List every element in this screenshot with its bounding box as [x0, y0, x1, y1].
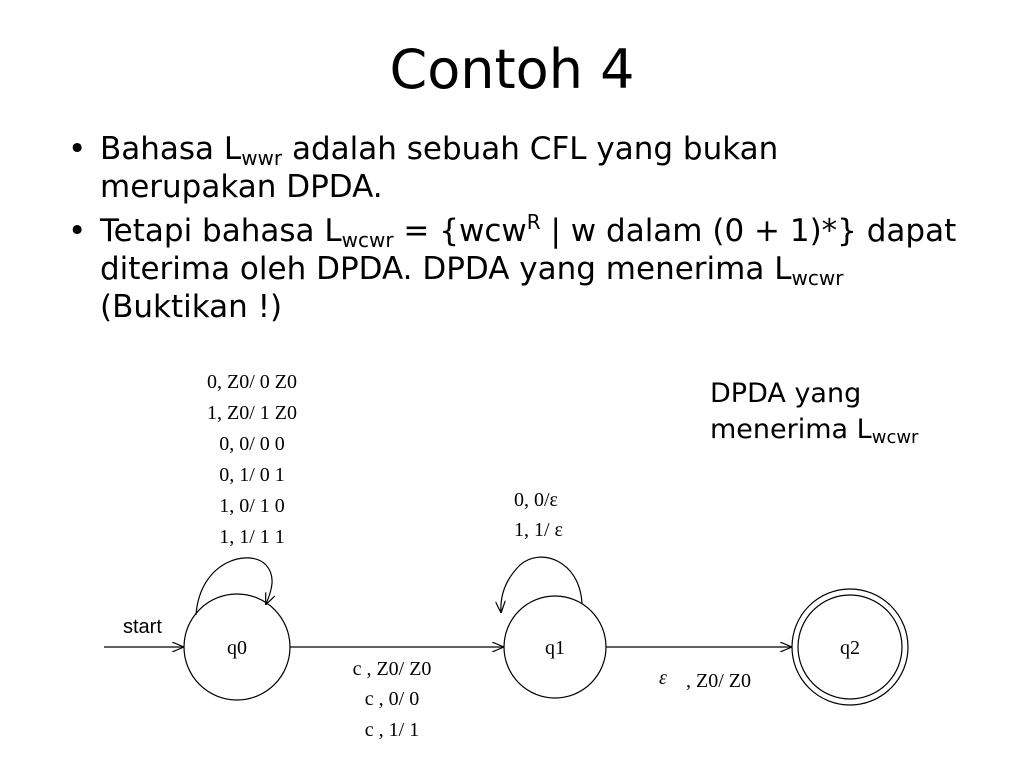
bullet2-mid: = {wcw: [393, 213, 527, 249]
bullet2-sub2: wcwr: [791, 266, 844, 290]
bullet2-sub1: wcwr: [341, 228, 394, 252]
bullet1-pre: Bahasa L: [100, 131, 242, 167]
q1-loop-label: 1, 1/ ε: [514, 519, 563, 541]
q1-q2-label-epsilon: ε: [659, 667, 667, 689]
bullet-dot-icon: •: [68, 131, 87, 167]
bullet-dot-icon: •: [68, 213, 87, 249]
loop-q0: [196, 558, 272, 615]
caption-line2-sub: wcwr: [871, 427, 919, 448]
slide-title: Contoh 4: [389, 38, 635, 101]
caption-line2-pre: menerima L: [710, 414, 872, 445]
q0-loop-label: 1, Z0/ 1 Z0: [207, 402, 297, 424]
caption-line1: DPDA yang: [710, 378, 862, 409]
q0-loop-label: 0, Z0/ 0 Z0: [207, 371, 297, 393]
bullet2-sup: R: [526, 210, 541, 234]
q0-q1-label: c , 1/ 1: [364, 719, 420, 741]
q0-loop-label: 1, 1/ 1 1: [219, 526, 285, 548]
q0-q1-label: c , Z0/ Z0: [352, 658, 432, 680]
q1-loop-label: 0, 0/ε: [514, 489, 558, 511]
start-label: start: [123, 616, 162, 638]
loop-q1: [501, 557, 582, 612]
q0-q1-label: c , 0/ 0: [364, 688, 420, 710]
q0-loop-label: 1, 0/ 1 0: [219, 495, 285, 517]
state-q0-label: q0: [227, 637, 247, 659]
bullet2-post: | w dalam (0 + 1)*} dapat diterima oleh DPDA. DPDA yang menerima L: [100, 213, 957, 287]
state-q2-label: q2: [840, 637, 860, 659]
bullet2-end: (Buktikan !): [100, 289, 283, 325]
bullet1-post: adalah sebuah CFL yang bukan merupakan DPDA.: [100, 131, 779, 205]
q1-q2-label: , Z0/ Z0: [686, 670, 751, 692]
q0-loop-label: 0, 1/ 0 1: [219, 464, 285, 486]
q0-loop-label: 0, 0/ 0 0: [219, 433, 285, 455]
state-q1-label: q1: [545, 637, 565, 659]
bullet2-pre: Tetapi bahasa L: [100, 213, 342, 249]
bullet1-sub: wwr: [241, 146, 283, 170]
